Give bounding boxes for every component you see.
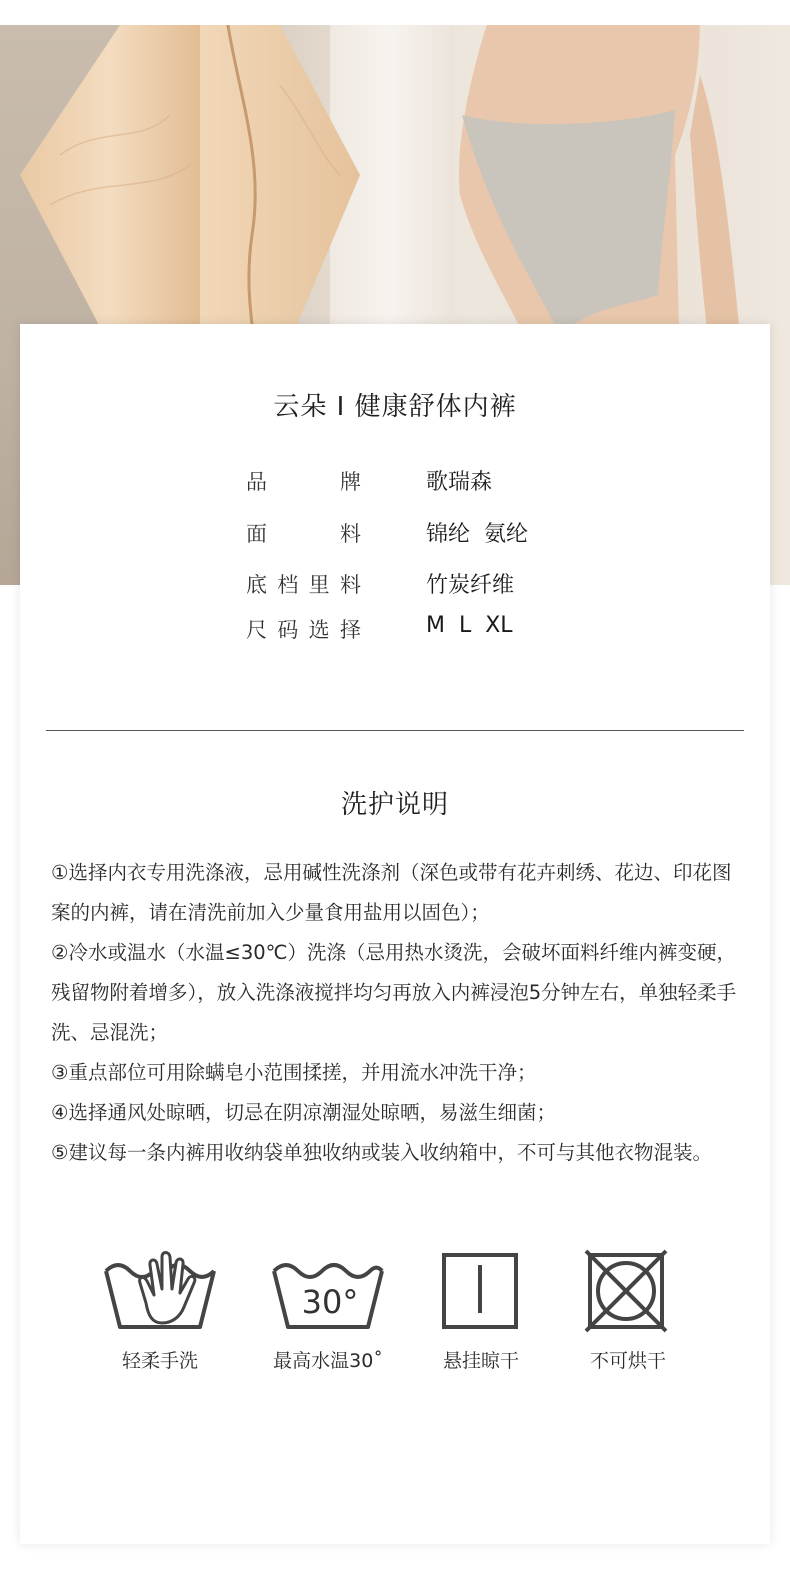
spec-label-size: 尺码选择 bbox=[246, 618, 361, 642]
icon-label-max-temp: 最高水温30˚ bbox=[273, 1350, 383, 1372]
spec-label-brand: 品牌 bbox=[246, 470, 361, 494]
product-title: 云朵 I 健康舒体内裤 bbox=[273, 392, 517, 422]
care-item: ①选择内衣专用洗涤液，忌用碱性洗涤剂（深色或带有花卉刺绣、花边、印花图案的内裤，请在清洗前加入少量食用盐用以固色）； bbox=[51, 861, 732, 924]
section-divider bbox=[46, 730, 744, 731]
spec-value-fabric: 锦纶 氨纶 bbox=[426, 522, 528, 547]
no-tumble-dry-icon bbox=[584, 1243, 674, 1333]
spec-value-lining: 竹炭纤维 bbox=[426, 573, 515, 598]
spec-label-fabric: 面料 bbox=[246, 522, 361, 546]
care-instructions-title: 洗护说明 bbox=[340, 790, 449, 820]
wash-30-icon bbox=[268, 1243, 388, 1333]
line-dry-icon bbox=[436, 1243, 526, 1333]
model-figure bbox=[400, 25, 790, 375]
care-item: ②冷水或温水（水温≤30℃）洗涤（忌用热水烫洗，会破坏面料纤维内裤变硬，残留物附着增多），放入洗涤液搅拌均匀再放入内裤浸泡5分钟左右，单独轻柔手洗、忌混洗； bbox=[51, 941, 737, 1044]
care-item: ④选择通风处晾晒，切忌在阴凉潮湿处晾晒，易滋生细菌； bbox=[51, 1101, 556, 1124]
care-instructions-list bbox=[51, 853, 743, 1173]
icon-label-hand-wash: 轻柔手洗 bbox=[121, 1350, 198, 1372]
spec-value-size: M L XL bbox=[426, 613, 513, 638]
hand-wash-icon bbox=[100, 1243, 220, 1333]
wash-temperature-text: 30° bbox=[301, 1283, 359, 1321]
icon-label-line-dry: 悬挂晾干 bbox=[442, 1350, 519, 1372]
spec-value-brand: 歌瑞森 bbox=[426, 470, 493, 495]
spec-label-lining: 底档里料 bbox=[246, 573, 361, 597]
icon-label-no-tumble-dry: 不可烘干 bbox=[589, 1350, 666, 1372]
care-item: ⑤建议每一条内裤用收纳袋单独收纳或装入收纳箱中，不可与其他衣物混装。 bbox=[51, 1141, 712, 1164]
care-item: ③重点部位可用除螨皂小范围揉搓，并用流水冲洗干净； bbox=[51, 1061, 537, 1084]
